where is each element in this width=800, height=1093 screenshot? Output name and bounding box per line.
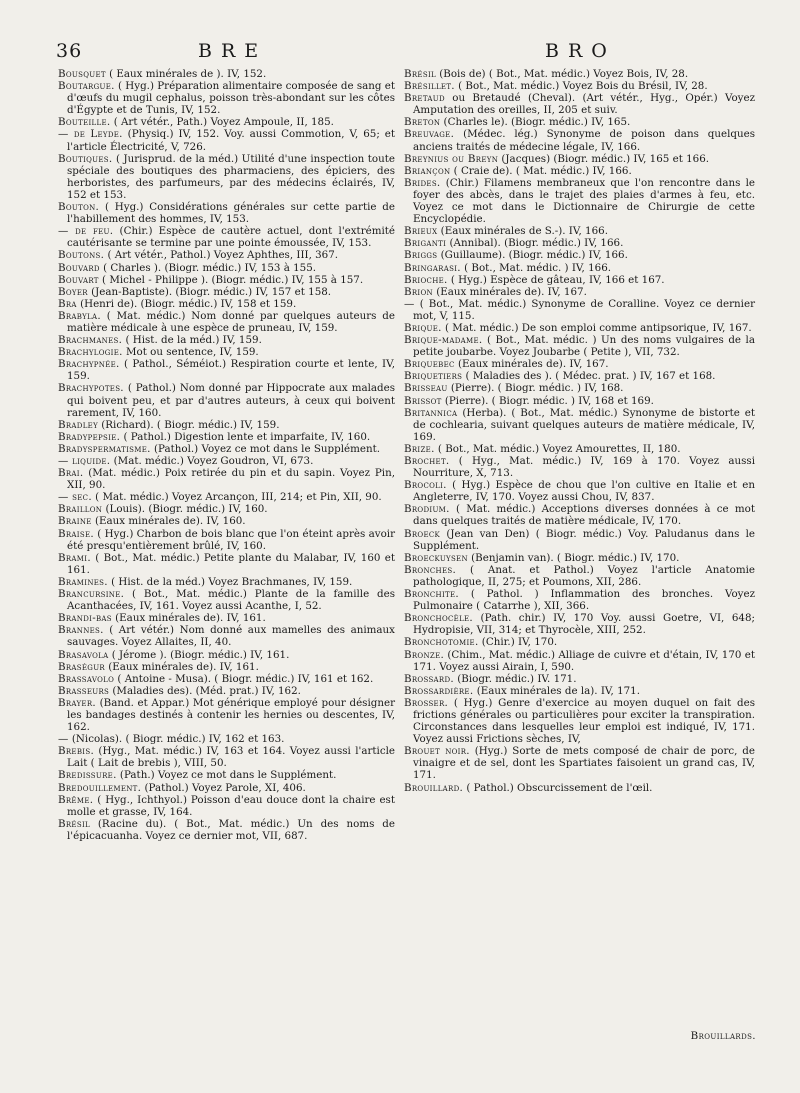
- right-column: [404, 68, 755, 794]
- entry-text: ( Bot., Mat. médic.) Voyez Amourettes, II, 180.: [434, 442, 681, 455]
- entry-headword: Bronze.: [404, 648, 445, 661]
- entry-headword: Brisseau: [404, 382, 448, 395]
- entry-text: (Mat. médic.) Voyez Goudron, VI, 673.: [110, 455, 314, 467]
- page-number: 36: [56, 40, 83, 62]
- index-entry: [404, 407, 755, 443]
- entry-headword: Brême.: [58, 793, 94, 806]
- index-entry: [58, 467, 395, 491]
- entry-headword: — de Leyde.: [58, 128, 123, 141]
- index-entry: [404, 322, 755, 334]
- entry-headword: — liquide.: [58, 455, 111, 467]
- entry-headword: Brachmanes.: [58, 334, 123, 347]
- entry-headword: Brize.: [404, 442, 435, 455]
- entry-text: (Benjamin van). ( Biogr. médic.) IV, 170.: [467, 551, 680, 564]
- entry-headword: Boyer: [58, 285, 88, 298]
- entry-headword: Brachylogie.: [58, 346, 123, 359]
- entry-text: (Hyg., Mat. médic.) IV, 163 et 164. Voyez aussi l'article Lait ( Lait de brebis ), VIII, 50.: [67, 745, 395, 770]
- entry-headword: Brai.: [58, 467, 84, 480]
- entry-text: ( Art vétér.) Nom donné aux mamelles des animaux sauvages. Voyez Allaites, II, 40.: [67, 624, 395, 649]
- entry-text: ( Pathol.) Digestion lente et imparfaite, IV, 160.: [120, 430, 371, 443]
- entry-headword: Brésil: [58, 817, 90, 830]
- index-entry: [58, 382, 395, 418]
- entry-text: ( Eaux minérales de ). IV, 152.: [105, 68, 267, 80]
- index-entry: [58, 249, 395, 261]
- index-entry: [404, 697, 755, 745]
- entry-headword: Bouvart: [58, 273, 99, 286]
- entry-headword: Brique.: [404, 321, 442, 334]
- entry-headword: Bouton.: [58, 201, 100, 214]
- entry-text: (Jean van Den) ( Biogr. médic.) Voy. Paludanus dans le Supplément.: [413, 527, 755, 552]
- index-entry: [58, 794, 395, 818]
- entry-text: (Nicolas). ( Biogr. médic.) IV, 162 et 163.: [68, 733, 285, 746]
- entry-text: ( Mat. médic.) Nom donné par quelques auteurs de matière médicale à une espèce de pruneau, IV, 159.: [67, 309, 395, 334]
- entry-headword: Brachypotes.: [58, 382, 124, 395]
- index-entry: [404, 588, 755, 612]
- entry-text: ( Antoine - Musa). ( Biogr. médic.) IV, 161 et 162.: [114, 672, 374, 685]
- index-entry: [404, 153, 755, 165]
- entry-text: ( Bot., Mat. médic.) Plante de la famille des Acanthacées, IV, 161. Voyez aussi Acanthe, I, 52.: [67, 588, 395, 613]
- index-entry: [404, 612, 755, 636]
- entry-text: (Biogr. médic.) IV. 171.: [453, 672, 577, 685]
- entry-text: (Chim., Mat. médic.) Alliage de cuivre et d'étain, IV, 170 et 171. Voyez aussi Airain, I, 590.: [413, 648, 755, 673]
- entry-headword: Brissot: [404, 394, 442, 407]
- index-entry: [58, 455, 395, 467]
- entry-text: (Henri de). (Biogr. médic.) IV, 158 et 159.: [76, 297, 297, 310]
- index-entry: [404, 358, 755, 370]
- entry-headword: Brabyla.: [58, 309, 101, 322]
- entry-text: ( Pathol.) Nom donné par Hippocrate aux malades qui boivent peu, et par d'autres auteurs, à ceux qui boivent rarement, IV, 160.: [67, 382, 395, 419]
- entry-headword: — sec.: [58, 491, 92, 504]
- entry-headword: Bouvard: [58, 261, 100, 274]
- entry-headword: Brossard.: [404, 672, 454, 685]
- entry-headword: Brasavola: [58, 648, 109, 661]
- index-entry: [58, 286, 395, 298]
- entry-headword: —: [58, 733, 69, 746]
- index-entry: [58, 685, 395, 697]
- entry-text: (Physiq.) IV, 152. Voy. aussi Commotion, V, 65; et l'article Électricité, V, 726.: [67, 128, 395, 153]
- entry-headword: Bouteille.: [58, 116, 111, 129]
- entry-headword: Broeck: [404, 527, 441, 540]
- entry-headword: Brique-madame.: [404, 334, 483, 347]
- index-entry: [404, 370, 755, 382]
- entry-text: (Chir.) Filamens membraneux que l'on rencontre dans le foyer des abcès, dans le trajet des plaies d'armes à feu, etc. Voyez ce mot dans le Dictionnaire de Chirurgie de cette Encyclopédie.: [413, 176, 755, 226]
- index-entry: [58, 528, 395, 552]
- index-entry: [404, 503, 755, 527]
- index-entry: [404, 479, 755, 503]
- index-entry: [58, 310, 395, 334]
- entry-headword: Bronches.: [404, 563, 457, 576]
- entry-text: (Eaux minérales de). IV, 160.: [91, 515, 246, 528]
- entry-text: (Jacques) (Biogr. médic.) IV, 165 et 166.: [498, 152, 710, 165]
- index-entry: [404, 68, 755, 80]
- index-entry: [404, 552, 755, 564]
- entry-headword: Breynius ou Breyn: [404, 152, 499, 165]
- index-entry: [58, 515, 395, 527]
- entry-headword: Briançon: [404, 164, 451, 177]
- index-entry: [404, 745, 755, 781]
- entry-headword: Brasseurs: [58, 684, 110, 697]
- entry-headword: Braillon: [58, 503, 103, 516]
- entry-headword: Briquebec: [404, 358, 455, 371]
- index-entry: [404, 165, 755, 177]
- left-running-head: BRE: [198, 40, 268, 62]
- entry-headword: Brosser.: [404, 696, 449, 709]
- entry-headword: — de feu.: [58, 225, 114, 238]
- entry-text: (Médec. lég.) Synonyme de poison dans quelques anciens traités de médecine légale, IV, 166.: [413, 128, 755, 153]
- entry-text: (Hyg.) Sorte de mets composé de chair de porc, de vinaigre et de sel, dont les Spartiates faisoient un grand cas, IV, 171.: [413, 745, 755, 782]
- index-entry: [404, 673, 755, 685]
- entry-text: ( Hyg.) Préparation alimentaire composée de sang et d'œufs du mugil cephalus, poisson très-abondant sur les côtes d'Égypte et de Tunis, IV, 152.: [67, 80, 395, 117]
- index-entry: [404, 237, 755, 249]
- entry-headword: Brassavolo: [58, 672, 115, 685]
- left-column: [58, 68, 395, 842]
- entry-text: ( Pathol.) Obscurcissement de l'œil.: [463, 781, 653, 794]
- index-entry: [404, 395, 755, 407]
- entry-text: (Bois de) ( Bot., Mat. médic.) Voyez Bois, IV, 28.: [435, 68, 689, 80]
- entry-headword: Brocoli.: [404, 479, 447, 492]
- entry-text: (Jean-Baptiste). (Biogr. médic.) IV, 157 et 158.: [87, 285, 332, 298]
- entry-headword: Breton: [404, 116, 441, 129]
- entry-headword: Bronchocèle.: [404, 612, 473, 625]
- index-entry: [58, 818, 395, 842]
- entry-text: (Annibal). (Biogr. médic.) IV, 166.: [446, 237, 624, 250]
- entry-headword: Braise.: [58, 527, 94, 540]
- entry-headword: Bronchite.: [404, 588, 459, 601]
- entry-headword: Bramines.: [58, 575, 108, 588]
- entry-headword: Bradyspermatisme.: [58, 442, 151, 455]
- index-entry: [58, 649, 395, 661]
- index-entry: [404, 334, 755, 358]
- entry-text: ( Art vétér., Pathol.) Voyez Aphthes, III, 367.: [104, 249, 339, 262]
- entry-headword: Brouet noir.: [404, 745, 470, 758]
- entry-text: ( Charles ). (Biogr. médic.) IV, 153 à 155.: [99, 261, 317, 274]
- index-entry: [404, 128, 755, 152]
- entry-text: (Path.) Voyez ce mot dans le Supplément.: [116, 769, 337, 782]
- index-entry: [404, 286, 755, 298]
- index-entry: [58, 588, 395, 612]
- entry-headword: Bousquet: [58, 68, 106, 80]
- entry-text: (Eaux minérales de). IV, 161.: [111, 612, 266, 625]
- entry-text: ( Bot., Mat. médic. ) IV, 166.: [460, 261, 612, 274]
- entry-headword: Broeckuysen: [404, 551, 468, 564]
- index-entry: [58, 334, 395, 346]
- entry-text: (Pathol.) Voyez ce mot dans le Supplément.: [150, 442, 380, 455]
- index-entry: [58, 491, 395, 503]
- index-entry: [404, 649, 755, 673]
- entry-headword: Brioche.: [404, 273, 448, 286]
- entry-text: ( Bot., Mat. médic.) Petite plante du Malabar, IV, 160 et 161.: [67, 551, 395, 576]
- entry-headword: Brebis.: [58, 745, 95, 758]
- entry-text: ou Bretaudé (Cheval). (Art vétér., Hyg., Opér.) Voyez Amputation des oreilles, II, 205 et suiv.: [413, 92, 755, 117]
- index-entry: [58, 128, 395, 152]
- index-entry: [404, 92, 755, 116]
- entry-headword: Brayer.: [58, 696, 96, 709]
- entry-text: ( Mat. médic.) Acceptions diverses données à ce mot dans quelques traités de matière médicale, IV, 170.: [413, 503, 755, 528]
- index-entry: [58, 346, 395, 358]
- entry-headword: Brouillard.: [404, 781, 464, 794]
- index-entry: [404, 382, 755, 394]
- page-header: [0, 0, 800, 70]
- entry-text: ( Anat. et Pathol.) Voyez l'article Anatomie pathologique, II, 275; et Poumons, XII, 286.: [413, 563, 755, 588]
- entry-text: ( Mat. médic.) Voyez Arcançon, III, 214; et Pin, XII, 90.: [91, 491, 382, 504]
- entry-text: ( Hyg.) Espèce de gâteau, IV, 166 et 167.: [447, 273, 665, 286]
- entry-text: (Chir.) IV, 170.: [478, 636, 558, 649]
- entry-headword: Brion: [404, 285, 433, 298]
- entry-text: (Eaux minérales de la). IV, 171.: [473, 684, 640, 697]
- index-entry: [58, 116, 395, 128]
- entry-text: ( Hyg., Ichthyol.) Poisson d'eau douce dont la chaire est molle et grasse, IV, 164.: [67, 793, 395, 818]
- index-entry: [58, 503, 395, 515]
- entry-headword: Bra: [58, 297, 77, 310]
- entry-text: (Mat. médic.) Poix retirée du pin et du sapin. Voyez Pin, XII, 90.: [67, 467, 395, 492]
- entry-text: (Eaux minérales de). IV, 161.: [104, 660, 259, 673]
- index-entry: [58, 673, 395, 685]
- index-entry: [404, 80, 755, 92]
- entry-text: ( Hyg.) Espèce de chou que l'on cultive en Italie et en Angleterre, IV, 170. Voyez aussi Chou, IV, 837.: [413, 479, 755, 504]
- index-entry: [58, 661, 395, 673]
- entry-text: ( Hyg., Mat. médic.) IV, 169 à 170. Voyez aussi Nourriture, X, 713.: [413, 455, 755, 480]
- index-entry: [58, 576, 395, 588]
- entry-text: Mot ou sentence, IV, 159.: [122, 346, 259, 359]
- index-entry: [404, 298, 755, 322]
- entry-headword: —: [404, 297, 415, 310]
- index-entry: [58, 745, 395, 769]
- entry-headword: Breuvage.: [404, 128, 455, 141]
- entry-headword: Bradypepsie.: [58, 430, 121, 443]
- index-entry: [404, 782, 755, 794]
- right-running-head: BRO: [545, 40, 616, 62]
- entry-text: ( Craie de). ( Mat. médic.) IV, 166.: [450, 164, 632, 177]
- entry-text: ( Jérome ). (Biogr. médic.) IV, 161.: [108, 648, 290, 661]
- index-entry: [58, 552, 395, 576]
- index-entry: [404, 528, 755, 552]
- entry-headword: Brieux: [404, 225, 438, 238]
- entry-text: ( Michel - Philippe ). (Biogr. médic.) IV, 155 à 157.: [98, 273, 364, 286]
- entry-text: ( Hyg.) Genre d'exercice au moyen duquel on fait des frictions générales ou particulières pour exciter la transpiration. Circonstances dans lesquelles leur emploi est indiqué, IV, 171. Voyez aussi Frictions sèches, IV,: [413, 696, 755, 746]
- entry-text: ( Pathol., Séméiot.) Respiration courte et lente, IV, 159.: [67, 358, 395, 383]
- index-entry: [58, 262, 395, 274]
- index-entry: [58, 274, 395, 286]
- entry-headword: Brannes.: [58, 624, 104, 637]
- entry-text: (Richard). ( Biogr. médic.) IV, 159.: [97, 418, 280, 431]
- index-entry: [58, 419, 395, 431]
- entry-headword: Braségur: [58, 660, 105, 673]
- entry-text: ( Bot., Mat. médic. ) Un des noms vulgaires de la petite joubarbe. Voyez Joubarbe ( Petite ), VII, 732.: [413, 334, 755, 359]
- entry-headword: Brancursine.: [58, 588, 125, 601]
- entry-text: ( Mat. médic.) De son emploi comme antipsorique, IV, 167.: [441, 321, 752, 334]
- index-entry: [404, 262, 755, 274]
- entry-headword: Brandi-bas: [58, 612, 112, 625]
- index-entry: [58, 431, 395, 443]
- entry-text: (Pierre). ( Biogr. médic. ) IV, 168.: [447, 382, 624, 395]
- catchword: Brouillards.: [690, 1030, 756, 1042]
- entry-headword: Brossardière.: [404, 684, 474, 697]
- index-entry: [404, 225, 755, 237]
- index-entry: [58, 612, 395, 624]
- entry-text: (Band. et Appar.) Mot générique employé pour désigner les bandages destinés à contenir les hernies ou descentes, IV, 162.: [67, 696, 395, 734]
- entry-text: (Pathol.) Voyez Parole, XI, 406.: [141, 781, 306, 794]
- entry-text: (Eaux minérales de). IV, 167.: [454, 358, 609, 371]
- entry-text: ( Pathol. ) Inflammation des bronches. Voyez Pulmonaire ( Catarrhe ), XII, 366.: [413, 588, 755, 613]
- index-entry: [58, 201, 395, 225]
- index-entry: [404, 564, 755, 588]
- entry-headword: Boutargue.: [58, 80, 115, 93]
- entry-headword: Brides.: [404, 176, 441, 189]
- entry-headword: Braine: [58, 515, 92, 528]
- index-entry: [58, 225, 395, 249]
- index-entry: [404, 177, 755, 225]
- index-entry: [404, 685, 755, 697]
- entry-text: ( Hyg.) Considérations générales sur cette partie de l'habillement des hommes, IV, 153.: [67, 201, 395, 226]
- index-entry: [58, 80, 395, 116]
- index-entry: [58, 733, 395, 745]
- entry-text: (Pierre). ( Biogr. médic. ) IV, 168 et 169.: [441, 394, 654, 407]
- entry-text: (Louis). (Biogr. médic.) IV, 160.: [102, 503, 268, 516]
- index-entry: [58, 697, 395, 733]
- index-entry: [58, 358, 395, 382]
- index-entry: [58, 443, 395, 455]
- index-entry: [404, 249, 755, 261]
- index-entry: [404, 443, 755, 455]
- entry-text: (Racine du). ( Bot., Mat. médic.) Un des noms de l'épicacuanha. Voyez ce dernier mot, VII, 687.: [67, 817, 395, 842]
- entry-text: (Eaux minérales de). IV, 167.: [432, 285, 587, 298]
- entry-headword: Bringarasi.: [404, 261, 461, 274]
- entry-headword: Briquetiers: [404, 370, 463, 383]
- entry-headword: Brésil: [404, 68, 436, 80]
- entry-text: ( Bot., Mat. médic.) Synonyme de Coralline. Voyez ce dernier mot, V, 115.: [413, 297, 755, 322]
- entry-text: (Guillaume). (Biogr. médic.) IV, 166.: [437, 249, 628, 262]
- entry-text: (Eaux minérales de S.-). IV, 166.: [437, 225, 608, 238]
- entry-headword: Briggs: [404, 249, 438, 262]
- entry-headword: Brachypnée.: [58, 358, 120, 371]
- entry-text: ( Jurisprud. de la méd.) Utilité d'une inspection toute spéciale des boutiques des pharmaciens, des épiciers, des herboristes, des parfumeurs, par des médecins éclairés, IV, 152 et 153.: [67, 152, 395, 201]
- entry-text: ( Hist. de la méd.) IV, 159.: [122, 334, 262, 347]
- entry-text: ( Maladies des ). ( Médec. prat. ) IV, 167 et 168.: [462, 370, 716, 383]
- index-entry: [58, 68, 395, 80]
- entry-text: ( Hyg.) Charbon de bois blanc que l'on éteint après avoir été presqu'entièrement brûlé, IV, 160.: [67, 527, 395, 552]
- entry-text: ( Bot., Mat. médic.) Voyez Bois du Brésil, IV, 28.: [454, 80, 708, 93]
- index-entry: [58, 298, 395, 310]
- index-entry: [58, 624, 395, 648]
- entry-text: (Herba). ( Bot., Mat. médic.) Synonyme de bistorte et de cochlearia, suivant quelques auteurs de matière médicale, IV, 169.: [413, 406, 755, 443]
- entry-text: (Chir.) Espèce de cautère actuel, dont l'extrémité cautérisante se termine par une pointe émoussée, IV, 153.: [67, 225, 396, 250]
- entry-headword: Bretaud: [404, 92, 445, 105]
- entry-headword: Bredouillement.: [58, 781, 142, 794]
- entry-text: ( Art vétér., Path.) Voyez Ampoule, II, 185.: [110, 116, 334, 129]
- entry-headword: Brésillet.: [404, 80, 455, 93]
- entry-headword: Britannica: [404, 406, 458, 419]
- index-entry: [404, 636, 755, 648]
- entry-headword: Boutons.: [58, 249, 105, 262]
- entry-headword: Briganti: [404, 237, 447, 250]
- entry-text: (Path. chir.) IV, 170 Voy. aussi Goetre, VI, 648; Hydropisie, VII, 314; et Thyrocèle, XIII, 252.: [413, 612, 755, 637]
- entry-text: (Maladies des). (Méd. prat.) IV, 162.: [109, 684, 301, 697]
- entry-headword: Brodium.: [404, 503, 450, 516]
- entry-headword: Bronchotomie.: [404, 636, 479, 649]
- entry-text: ( Hist. de la méd.) Voyez Brachmanes, IV, 159.: [107, 575, 353, 588]
- entry-headword: Bredissure.: [58, 769, 117, 782]
- entry-headword: Brami.: [58, 551, 91, 564]
- index-entry: [58, 153, 395, 201]
- index-entry: [404, 455, 755, 479]
- index-entry: [58, 782, 395, 794]
- entry-text: (Charles le). (Biogr. médic.) IV, 165.: [440, 116, 631, 129]
- index-entry: [58, 769, 395, 781]
- entry-headword: Brochet.: [404, 455, 450, 467]
- index-entry: [404, 116, 755, 128]
- index-entry: [404, 274, 755, 286]
- entry-headword: Bradley: [58, 418, 98, 431]
- entry-headword: Boutiques.: [58, 152, 113, 165]
